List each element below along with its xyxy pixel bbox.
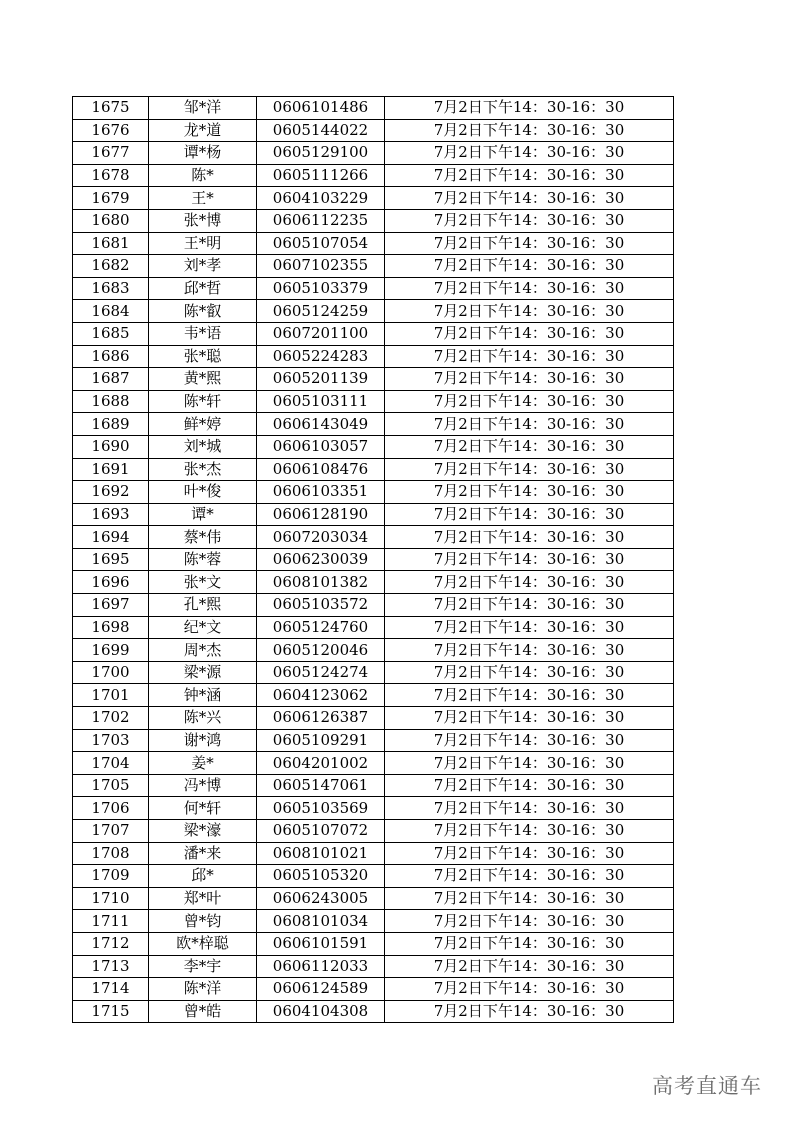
exam-time-cell: 7月2日下午14：30-16：30 bbox=[385, 435, 674, 458]
exam-time-cell: 7月2日下午14：30-16：30 bbox=[385, 910, 674, 933]
row-number-cell: 1679 bbox=[73, 187, 149, 210]
name-cell: 谭* bbox=[149, 503, 257, 526]
student-id-cell: 0605111266 bbox=[257, 164, 385, 187]
table-row bbox=[73, 481, 674, 504]
row-number-cell: 1693 bbox=[73, 503, 149, 526]
row-number-cell: 1678 bbox=[73, 164, 149, 187]
exam-time-cell: 7月2日下午14：30-16：30 bbox=[385, 481, 674, 504]
row-number-cell: 1706 bbox=[73, 797, 149, 820]
name-cell: 李*宇 bbox=[149, 955, 257, 978]
exam-time-cell: 7月2日下午14：30-16：30 bbox=[385, 1000, 674, 1023]
table-row bbox=[73, 413, 674, 436]
exam-time-cell: 7月2日下午14：30-16：30 bbox=[385, 277, 674, 300]
exam-time-cell: 7月2日下午14：30-16：30 bbox=[385, 345, 674, 368]
name-cell: 欧*梓聪 bbox=[149, 932, 257, 955]
student-id-cell: 0606112033 bbox=[257, 955, 385, 978]
student-id-cell: 0605147061 bbox=[257, 774, 385, 797]
row-number-cell: 1686 bbox=[73, 345, 149, 368]
student-id-cell: 0605120046 bbox=[257, 639, 385, 662]
row-number-cell: 1709 bbox=[73, 865, 149, 888]
row-number-cell: 1694 bbox=[73, 526, 149, 549]
student-id-cell: 0608101021 bbox=[257, 842, 385, 865]
row-number-cell: 1677 bbox=[73, 142, 149, 165]
row-number-cell: 1705 bbox=[73, 774, 149, 797]
exam-time-cell: 7月2日下午14：30-16：30 bbox=[385, 707, 674, 730]
row-number-cell: 1680 bbox=[73, 209, 149, 232]
table-row bbox=[73, 616, 674, 639]
name-cell: 陈*兴 bbox=[149, 707, 257, 730]
exam-time-cell: 7月2日下午14：30-16：30 bbox=[385, 209, 674, 232]
name-cell: 张*聪 bbox=[149, 345, 257, 368]
table-row bbox=[73, 164, 674, 187]
row-number-cell: 1707 bbox=[73, 820, 149, 843]
table-row bbox=[73, 277, 674, 300]
exam-time-cell: 7月2日下午14：30-16：30 bbox=[385, 594, 674, 617]
student-id-cell: 0605109291 bbox=[257, 729, 385, 752]
table-row bbox=[73, 232, 674, 255]
student-id-cell: 0607201100 bbox=[257, 322, 385, 345]
row-number-cell: 1697 bbox=[73, 594, 149, 617]
table-row bbox=[73, 526, 674, 549]
exam-time-cell: 7月2日下午14：30-16：30 bbox=[385, 752, 674, 775]
name-cell: 黄*熙 bbox=[149, 368, 257, 391]
row-number-cell: 1715 bbox=[73, 1000, 149, 1023]
table-row bbox=[73, 345, 674, 368]
table-row bbox=[73, 955, 674, 978]
exam-time-cell: 7月2日下午14：30-16：30 bbox=[385, 797, 674, 820]
student-id-cell: 0606112235 bbox=[257, 209, 385, 232]
row-number-cell: 1685 bbox=[73, 322, 149, 345]
name-cell: 潘*来 bbox=[149, 842, 257, 865]
name-cell: 陈*叡 bbox=[149, 300, 257, 323]
name-cell: 张*文 bbox=[149, 571, 257, 594]
student-id-cell: 0604123062 bbox=[257, 684, 385, 707]
table-row bbox=[73, 910, 674, 933]
name-cell: 何*轩 bbox=[149, 797, 257, 820]
student-id-cell: 0605107072 bbox=[257, 820, 385, 843]
table-row bbox=[73, 142, 674, 165]
student-id-cell: 0606124589 bbox=[257, 978, 385, 1001]
exam-time-cell: 7月2日下午14：30-16：30 bbox=[385, 729, 674, 752]
student-id-cell: 0605224283 bbox=[257, 345, 385, 368]
name-cell: 邱* bbox=[149, 865, 257, 888]
row-number-cell: 1682 bbox=[73, 255, 149, 278]
exam-time-cell: 7月2日下午14：30-16：30 bbox=[385, 164, 674, 187]
row-number-cell: 1701 bbox=[73, 684, 149, 707]
table-row bbox=[73, 684, 674, 707]
name-cell: 邱*哲 bbox=[149, 277, 257, 300]
student-id-cell: 0606243005 bbox=[257, 887, 385, 910]
name-cell: 陈*洋 bbox=[149, 978, 257, 1001]
table-row bbox=[73, 820, 674, 843]
row-number-cell: 1689 bbox=[73, 413, 149, 436]
row-number-cell: 1714 bbox=[73, 978, 149, 1001]
exam-time-cell: 7月2日下午14：30-16：30 bbox=[385, 571, 674, 594]
row-number-cell: 1708 bbox=[73, 842, 149, 865]
exam-time-cell: 7月2日下午14：30-16：30 bbox=[385, 97, 674, 120]
student-id-cell: 0606103351 bbox=[257, 481, 385, 504]
table-row bbox=[73, 639, 674, 662]
exam-time-cell: 7月2日下午14：30-16：30 bbox=[385, 526, 674, 549]
name-cell: 刘*孝 bbox=[149, 255, 257, 278]
name-cell: 陈* bbox=[149, 164, 257, 187]
schedule-table bbox=[72, 96, 674, 1023]
student-id-cell: 0606101591 bbox=[257, 932, 385, 955]
name-cell: 韦*语 bbox=[149, 322, 257, 345]
exam-time-cell: 7月2日下午14：30-16：30 bbox=[385, 955, 674, 978]
name-cell: 张*博 bbox=[149, 209, 257, 232]
row-number-cell: 1710 bbox=[73, 887, 149, 910]
exam-time-cell: 7月2日下午14：30-16：30 bbox=[385, 842, 674, 865]
table-row bbox=[73, 322, 674, 345]
table-row bbox=[73, 209, 674, 232]
student-id-cell: 0605105320 bbox=[257, 865, 385, 888]
table-row bbox=[73, 1000, 674, 1023]
table-row bbox=[73, 571, 674, 594]
student-id-cell: 0606143049 bbox=[257, 413, 385, 436]
table-row bbox=[73, 503, 674, 526]
name-cell: 陈*蓉 bbox=[149, 548, 257, 571]
name-cell: 周*杰 bbox=[149, 639, 257, 662]
exam-time-cell: 7月2日下午14：30-16：30 bbox=[385, 865, 674, 888]
table-row bbox=[73, 300, 674, 323]
name-cell: 王*明 bbox=[149, 232, 257, 255]
row-number-cell: 1695 bbox=[73, 548, 149, 571]
exam-time-cell: 7月2日下午14：30-16：30 bbox=[385, 390, 674, 413]
exam-time-cell: 7月2日下午14：30-16：30 bbox=[385, 322, 674, 345]
student-id-cell: 0605124760 bbox=[257, 616, 385, 639]
table-row bbox=[73, 978, 674, 1001]
row-number-cell: 1696 bbox=[73, 571, 149, 594]
student-id-cell: 0605103572 bbox=[257, 594, 385, 617]
name-cell: 姜* bbox=[149, 752, 257, 775]
name-cell: 钟*涵 bbox=[149, 684, 257, 707]
table-row bbox=[73, 707, 674, 730]
table-row bbox=[73, 797, 674, 820]
exam-time-cell: 7月2日下午14：30-16：30 bbox=[385, 413, 674, 436]
name-cell: 蔡*伟 bbox=[149, 526, 257, 549]
exam-time-cell: 7月2日下午14：30-16：30 bbox=[385, 684, 674, 707]
row-number-cell: 1692 bbox=[73, 481, 149, 504]
exam-time-cell: 7月2日下午14：30-16：30 bbox=[385, 616, 674, 639]
student-id-cell: 0606126387 bbox=[257, 707, 385, 730]
table-row bbox=[73, 661, 674, 684]
student-id-cell: 0606108476 bbox=[257, 458, 385, 481]
student-id-cell: 0605103111 bbox=[257, 390, 385, 413]
row-number-cell: 1690 bbox=[73, 435, 149, 458]
name-cell: 鲜*婷 bbox=[149, 413, 257, 436]
table-row bbox=[73, 729, 674, 752]
table-row bbox=[73, 368, 674, 391]
table-row bbox=[73, 458, 674, 481]
table-row bbox=[73, 865, 674, 888]
name-cell: 王* bbox=[149, 187, 257, 210]
student-id-cell: 0605103379 bbox=[257, 277, 385, 300]
row-number-cell: 1703 bbox=[73, 729, 149, 752]
exam-time-cell: 7月2日下午14：30-16：30 bbox=[385, 932, 674, 955]
table-row bbox=[73, 594, 674, 617]
exam-time-cell: 7月2日下午14：30-16：30 bbox=[385, 661, 674, 684]
name-cell: 龙*道 bbox=[149, 119, 257, 142]
exam-time-cell: 7月2日下午14：30-16：30 bbox=[385, 774, 674, 797]
student-id-cell: 0605124274 bbox=[257, 661, 385, 684]
student-id-cell: 0605144022 bbox=[257, 119, 385, 142]
name-cell: 陈*轩 bbox=[149, 390, 257, 413]
row-number-cell: 1713 bbox=[73, 955, 149, 978]
student-id-cell: 0606103057 bbox=[257, 435, 385, 458]
student-id-cell: 0604103229 bbox=[257, 187, 385, 210]
watermark-text: 高考直通车 bbox=[652, 1074, 762, 1098]
exam-time-cell: 7月2日下午14：30-16：30 bbox=[385, 458, 674, 481]
table-row bbox=[73, 932, 674, 955]
name-cell: 刘*城 bbox=[149, 435, 257, 458]
table-row bbox=[73, 842, 674, 865]
name-cell: 叶*俊 bbox=[149, 481, 257, 504]
student-id-cell: 0607102355 bbox=[257, 255, 385, 278]
row-number-cell: 1688 bbox=[73, 390, 149, 413]
exam-time-cell: 7月2日下午14：30-16：30 bbox=[385, 300, 674, 323]
student-id-cell: 0604104308 bbox=[257, 1000, 385, 1023]
row-number-cell: 1684 bbox=[73, 300, 149, 323]
student-id-cell: 0606101486 bbox=[257, 97, 385, 120]
table-row bbox=[73, 774, 674, 797]
row-number-cell: 1712 bbox=[73, 932, 149, 955]
student-id-cell: 0606230039 bbox=[257, 548, 385, 571]
student-id-cell: 0605107054 bbox=[257, 232, 385, 255]
name-cell: 曾*钧 bbox=[149, 910, 257, 933]
table-row bbox=[73, 435, 674, 458]
student-id-cell: 0608101034 bbox=[257, 910, 385, 933]
exam-time-cell: 7月2日下午14：30-16：30 bbox=[385, 548, 674, 571]
row-number-cell: 1687 bbox=[73, 368, 149, 391]
schedule-table-body bbox=[73, 97, 674, 1023]
table-row bbox=[73, 548, 674, 571]
row-number-cell: 1700 bbox=[73, 661, 149, 684]
row-number-cell: 1676 bbox=[73, 119, 149, 142]
table-row bbox=[73, 119, 674, 142]
student-id-cell: 0608101382 bbox=[257, 571, 385, 594]
table-row bbox=[73, 187, 674, 210]
row-number-cell: 1698 bbox=[73, 616, 149, 639]
exam-time-cell: 7月2日下午14：30-16：30 bbox=[385, 887, 674, 910]
row-number-cell: 1702 bbox=[73, 707, 149, 730]
row-number-cell: 1675 bbox=[73, 97, 149, 120]
row-number-cell: 1711 bbox=[73, 910, 149, 933]
student-id-cell: 0606128190 bbox=[257, 503, 385, 526]
table-row bbox=[73, 97, 674, 120]
exam-time-cell: 7月2日下午14：30-16：30 bbox=[385, 142, 674, 165]
row-number-cell: 1704 bbox=[73, 752, 149, 775]
name-cell: 孔*熙 bbox=[149, 594, 257, 617]
name-cell: 冯*博 bbox=[149, 774, 257, 797]
student-id-cell: 0605124259 bbox=[257, 300, 385, 323]
exam-time-cell: 7月2日下午14：30-16：30 bbox=[385, 255, 674, 278]
name-cell: 纪*文 bbox=[149, 616, 257, 639]
name-cell: 张*杰 bbox=[149, 458, 257, 481]
row-number-cell: 1691 bbox=[73, 458, 149, 481]
exam-time-cell: 7月2日下午14：30-16：30 bbox=[385, 820, 674, 843]
student-id-cell: 0607203034 bbox=[257, 526, 385, 549]
name-cell: 梁*源 bbox=[149, 661, 257, 684]
exam-time-cell: 7月2日下午14：30-16：30 bbox=[385, 232, 674, 255]
row-number-cell: 1681 bbox=[73, 232, 149, 255]
table-row bbox=[73, 255, 674, 278]
name-cell: 郑*叶 bbox=[149, 887, 257, 910]
student-id-cell: 0605103569 bbox=[257, 797, 385, 820]
exam-time-cell: 7月2日下午14：30-16：30 bbox=[385, 187, 674, 210]
table-row bbox=[73, 752, 674, 775]
name-cell: 梁*濠 bbox=[149, 820, 257, 843]
name-cell: 邹*洋 bbox=[149, 97, 257, 120]
exam-time-cell: 7月2日下午14：30-16：30 bbox=[385, 639, 674, 662]
table-row bbox=[73, 390, 674, 413]
row-number-cell: 1699 bbox=[73, 639, 149, 662]
table-row bbox=[73, 887, 674, 910]
name-cell: 谢*鸿 bbox=[149, 729, 257, 752]
exam-time-cell: 7月2日下午14：30-16：30 bbox=[385, 978, 674, 1001]
name-cell: 谭*杨 bbox=[149, 142, 257, 165]
exam-time-cell: 7月2日下午14：30-16：30 bbox=[385, 119, 674, 142]
name-cell: 曾*皓 bbox=[149, 1000, 257, 1023]
student-id-cell: 0604201002 bbox=[257, 752, 385, 775]
exam-time-cell: 7月2日下午14：30-16：30 bbox=[385, 368, 674, 391]
exam-time-cell: 7月2日下午14：30-16：30 bbox=[385, 503, 674, 526]
student-id-cell: 0605201139 bbox=[257, 368, 385, 391]
row-number-cell: 1683 bbox=[73, 277, 149, 300]
student-id-cell: 0605129100 bbox=[257, 142, 385, 165]
